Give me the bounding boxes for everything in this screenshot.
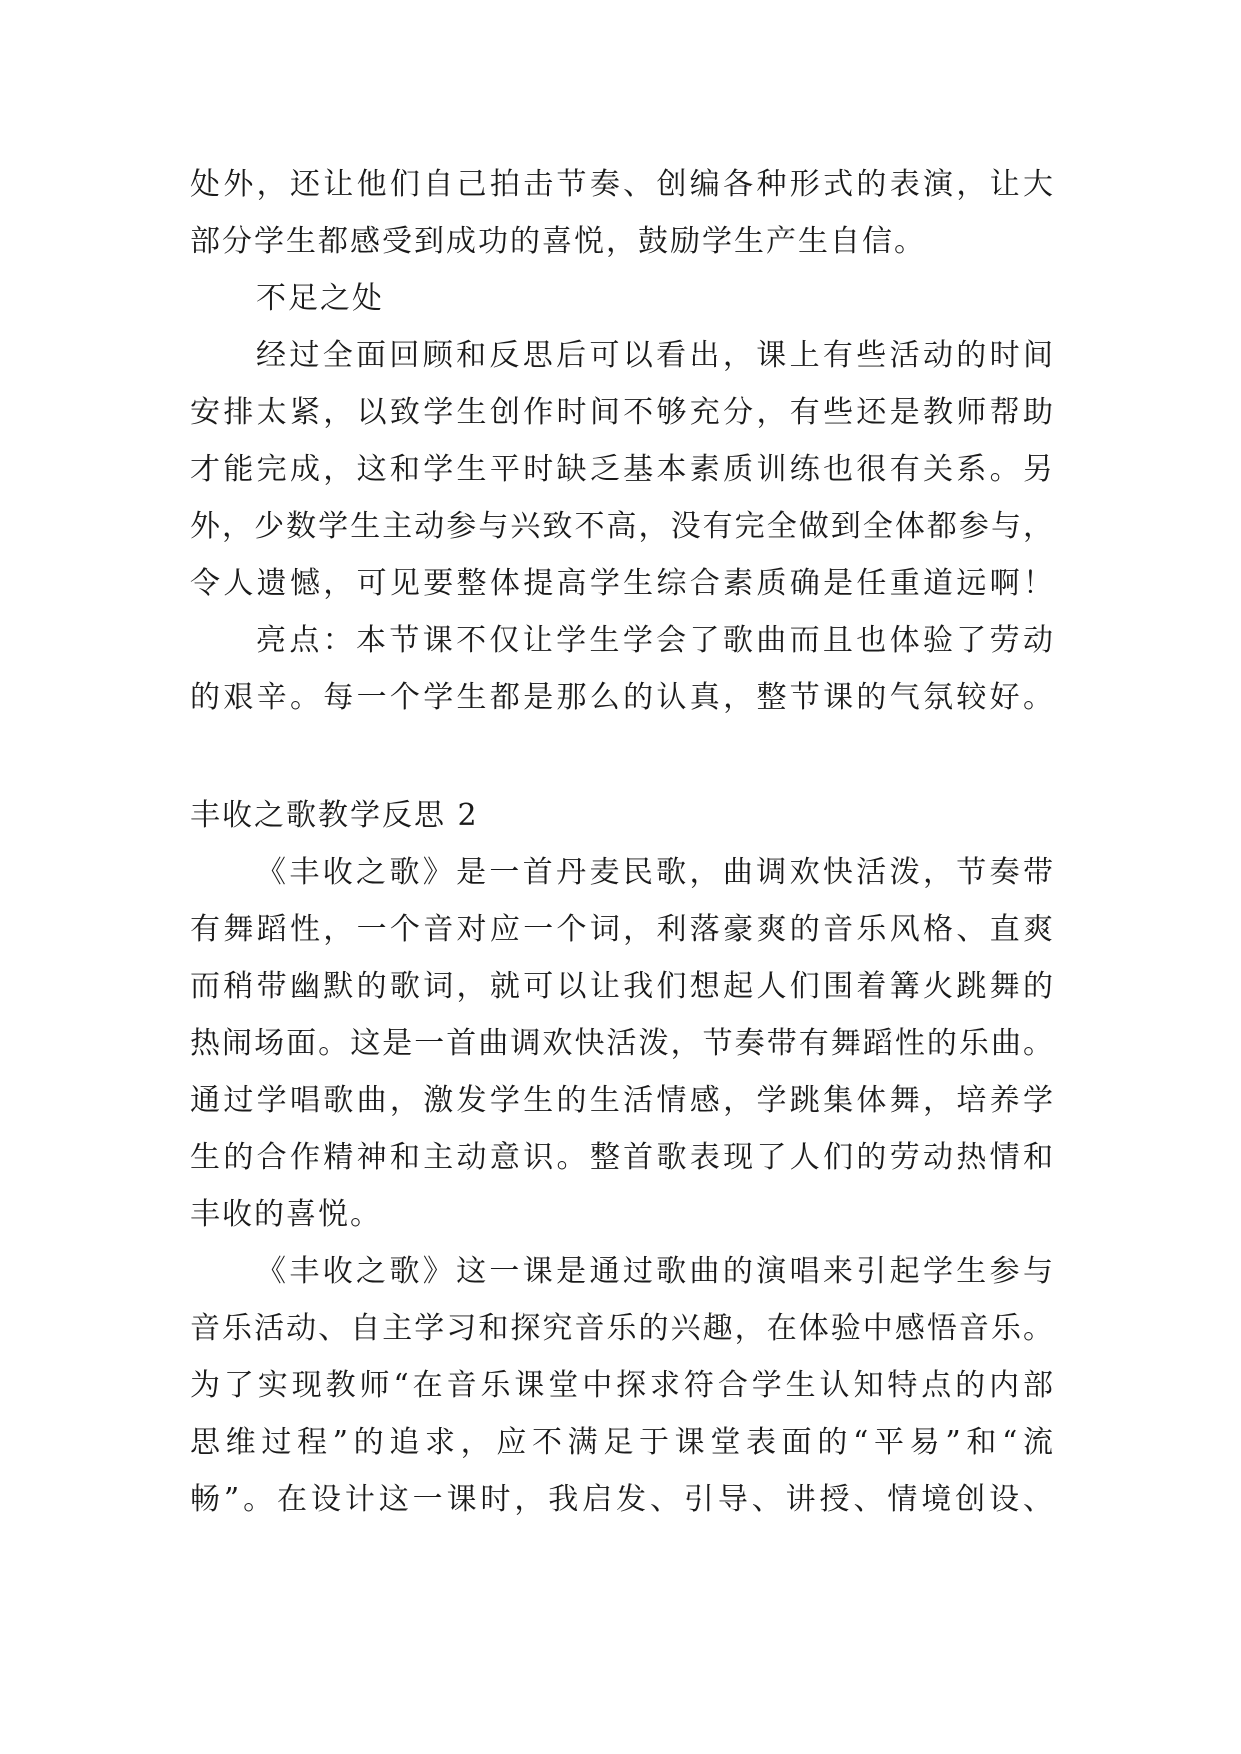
text-line: 部分学生都感受到成功的喜悦，鼓励学生产生自信。 [190, 224, 926, 259]
text-line: 《丰收之歌》是一首丹麦民歌，曲调欢快活泼，节奏带 [256, 855, 1055, 890]
text-line: 思维过程”的追求，应不满足于课堂表面的“平易”和“流 [190, 1425, 1055, 1460]
text-line: 生的合作精神和主动意识。整首歌表现了人们的劳动热情和 [190, 1140, 1055, 1175]
text-line: 处外，还让他们自己拍击节奏、创编各种形式的表演，让大 [190, 167, 1055, 202]
text-line: 亮点：本节课不仅让学生学会了歌曲而且也体验了劳动 [256, 623, 1055, 658]
text-line: 音乐活动、自主学习和探究音乐的兴趣，在体验中感悟音乐。 [190, 1311, 1055, 1346]
text-line: 令人遗憾，可见要整体提高学生综合素质确是任重道远啊！ [190, 566, 1055, 601]
text-line: 而稍带幽默的歌词，就可以让我们想起人们围着篝火跳舞的 [190, 969, 1055, 1004]
text-line: 才能完成，这和学生平时缺乏基本素质训练也很有关系。另 [190, 452, 1055, 487]
section-title: 丰收之歌教学反思 2 [190, 798, 479, 833]
text-line: 经过全面回顾和反思后可以看出，课上有些活动的时间 [256, 338, 1055, 373]
text-line: 丰收的喜悦。 [190, 1197, 382, 1232]
text-line: 畅”。在设计这一课时，我启发、引导、讲授、情境创设、 [190, 1482, 1055, 1517]
text-line: 安排太紧，以致学生创作时间不够充分，有些还是教师帮助 [190, 395, 1055, 430]
text-line: 的艰辛。每一个学生都是那么的认真，整节课的气氛较好。 [190, 680, 1055, 715]
text-line: 热闹场面。这是一首曲调欢快活泼，节奏带有舞蹈性的乐曲。 [190, 1026, 1055, 1061]
text-line: 通过学唱歌曲，激发学生的生活情感，学跳集体舞，培养学 [190, 1083, 1055, 1118]
text-line: 《丰收之歌》这一课是通过歌曲的演唱来引起学生参与 [256, 1254, 1055, 1289]
text-line: 外，少数学生主动参与兴致不高，没有完全做到全体都参与， [190, 509, 1055, 544]
text-line: 为了实现教师“在音乐课堂中探求符合学生认知特点的内部 [190, 1368, 1055, 1403]
text-line: 有舞蹈性，一个音对应一个词，利落豪爽的音乐风格、直爽 [190, 912, 1055, 947]
subheading: 不足之处 [256, 281, 384, 316]
